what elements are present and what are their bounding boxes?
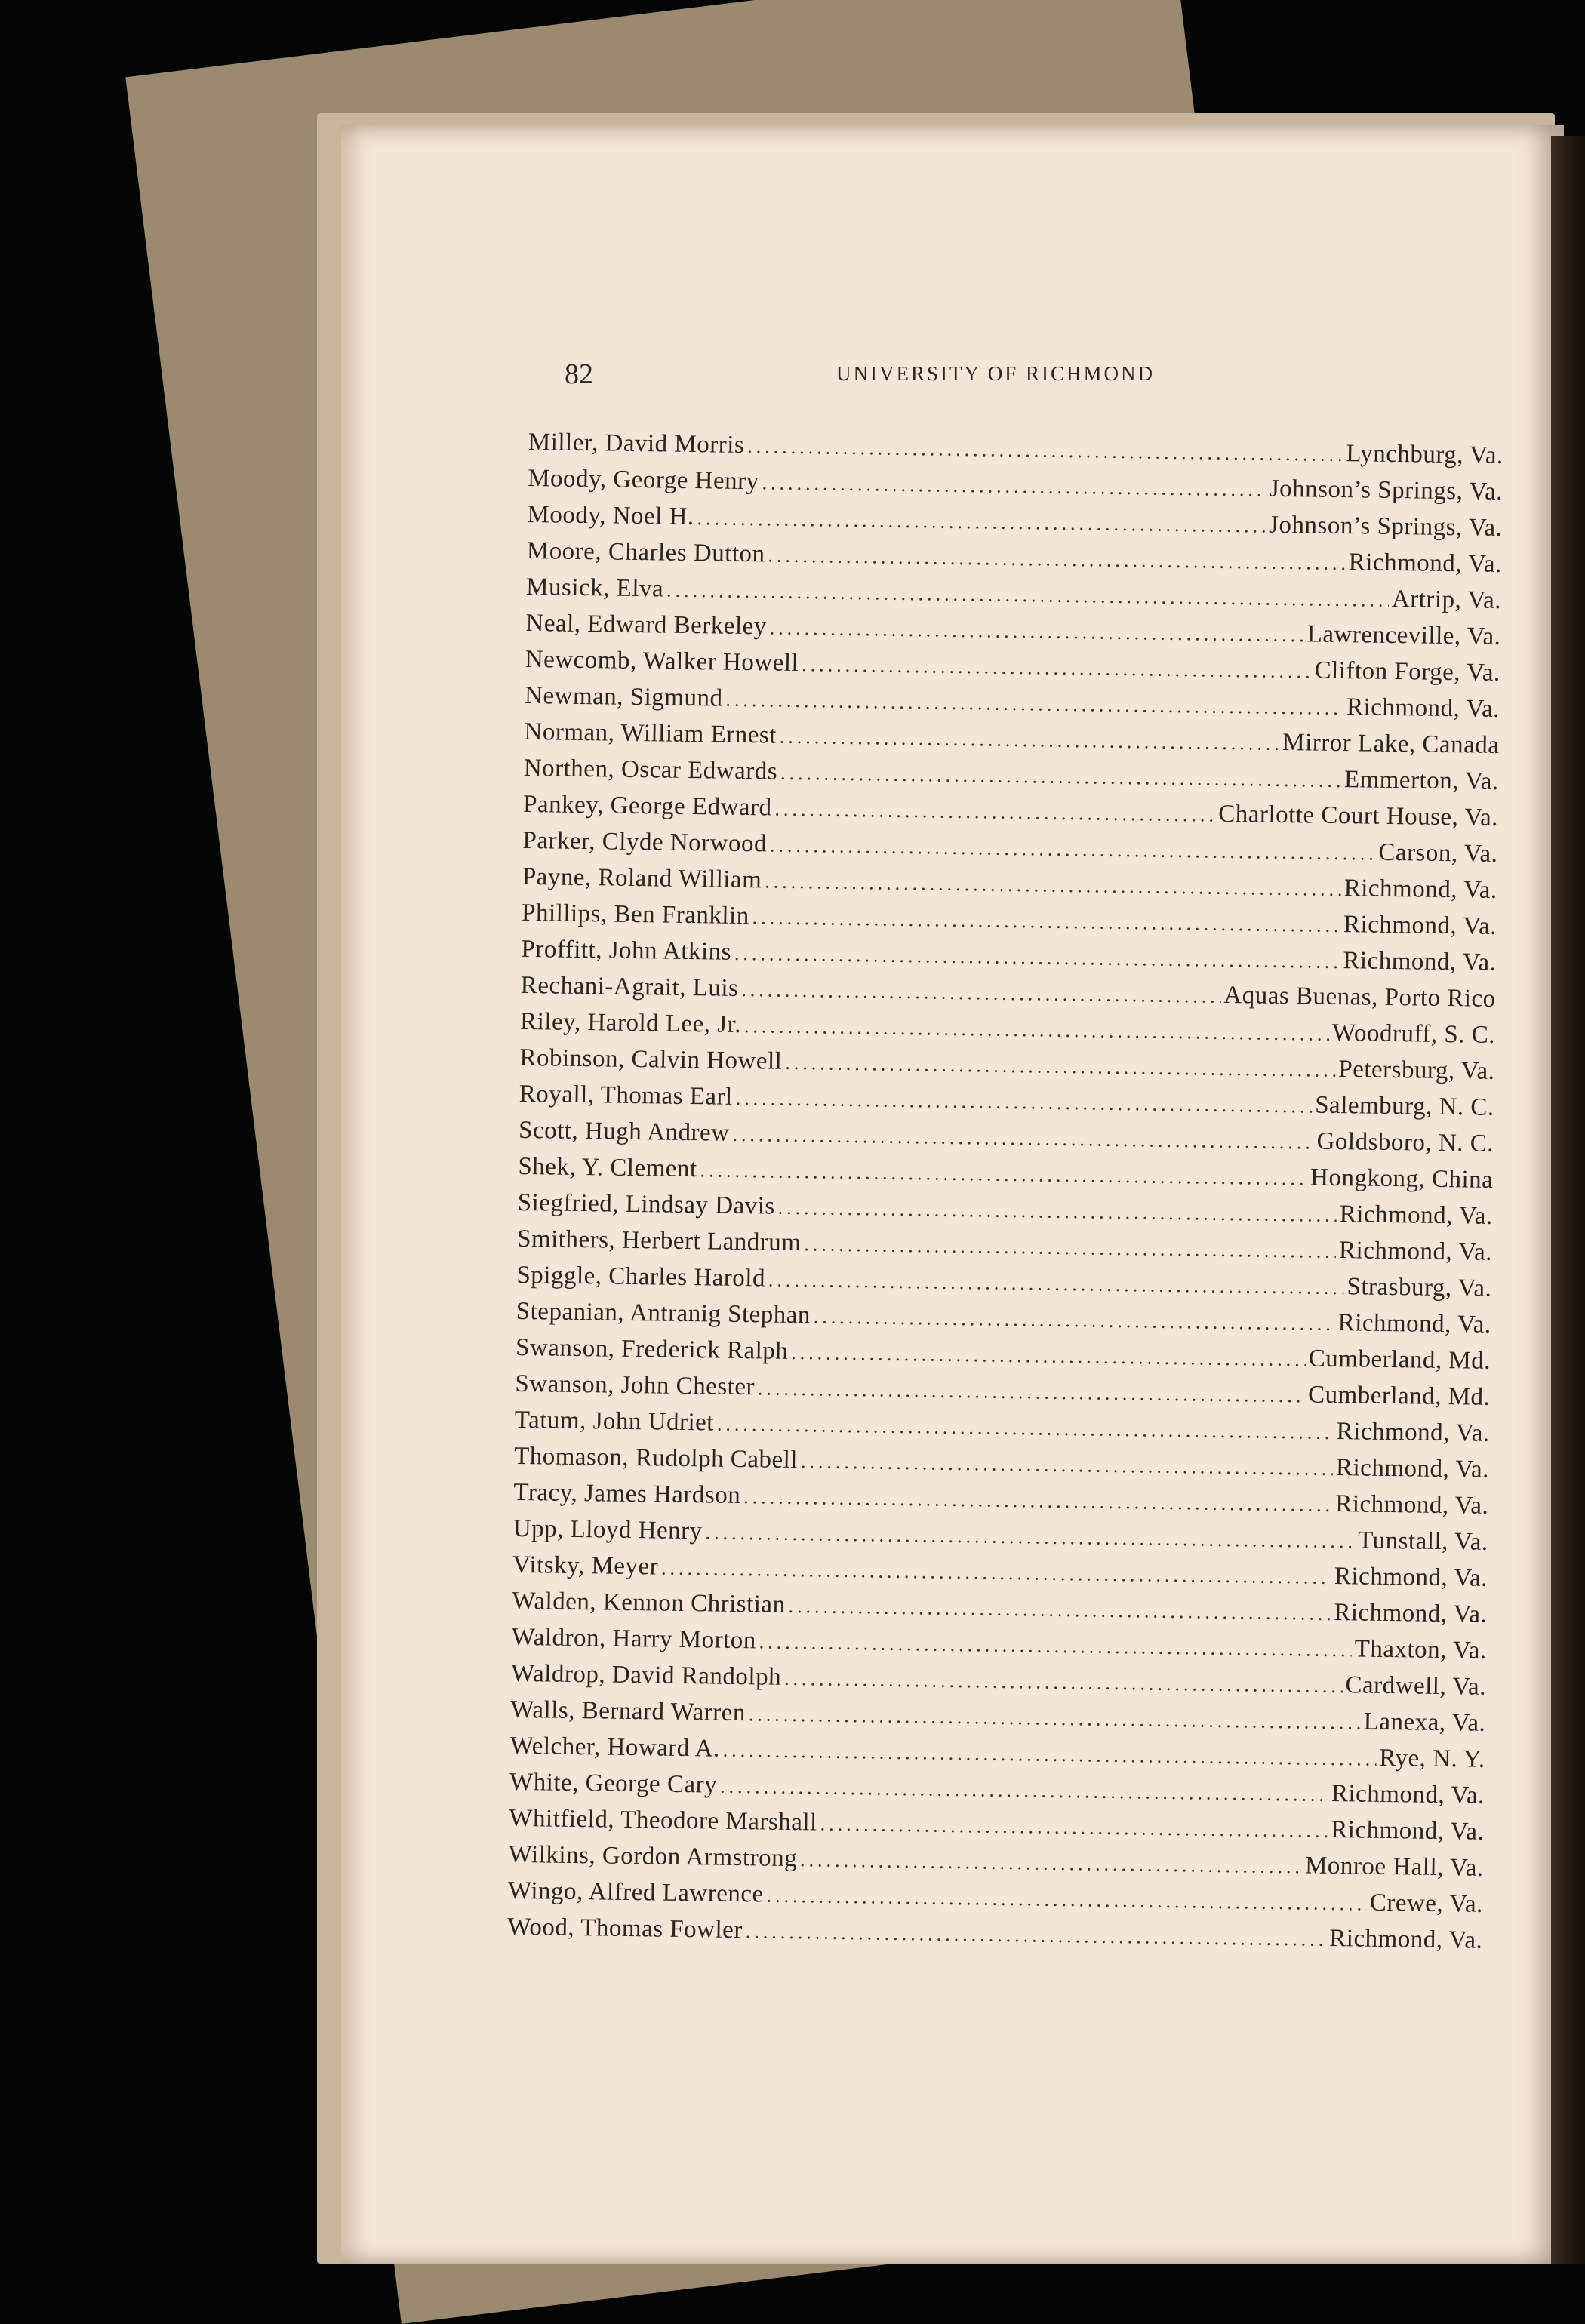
hometown: Richmond, Va. (1348, 549, 1502, 578)
student-name: Musick, Elva (525, 573, 664, 603)
hometown: Salemburg, N. C. (1314, 1091, 1494, 1121)
hometown: Charlotte Court House, Va. (1218, 800, 1499, 832)
student-name: Norman, William Ernest (524, 718, 777, 749)
dot-leader (791, 1342, 1306, 1372)
dot-leader (800, 1849, 1302, 1878)
dot-leader (700, 1159, 1307, 1190)
hometown: Johnson’s Springs, Va. (1269, 475, 1503, 506)
dot-leader (741, 979, 1220, 1008)
dot-leader (752, 906, 1341, 937)
hometown: Richmond, Va. (1343, 875, 1497, 904)
dot-leader (749, 1703, 1361, 1734)
student-name: Phillips, Ben Franklin (521, 899, 749, 930)
student-name: Whitfield, Theodore Marshall (509, 1804, 817, 1837)
hometown: Richmond, Va. (1336, 1418, 1490, 1447)
hometown: Richmond, Va. (1335, 1490, 1489, 1520)
page-header (565, 358, 1493, 395)
dot-leader (697, 507, 1266, 538)
dot-leader (717, 1413, 1334, 1444)
hometown: Richmond, Va. (1331, 1779, 1485, 1809)
student-name: Walden, Kennon Christian (512, 1587, 786, 1618)
student-name: Payne, Roland William (522, 862, 762, 894)
student-name: Moore, Charles Dutton (526, 536, 765, 568)
hometown: Lawrenceville, Va. (1306, 620, 1501, 650)
student-name: Thomason, Rudolph Cabell (513, 1442, 799, 1474)
dot-leader (725, 689, 1343, 720)
student-name: Moody, Noel H. (527, 500, 694, 531)
hometown: Thaxton, Va. (1354, 1635, 1487, 1665)
hometown: Cardwell, Va. (1345, 1671, 1487, 1701)
dot-leader (735, 1087, 1312, 1118)
student-name: Neal, Edward Berkeley (525, 609, 768, 641)
student-name: Waldron, Harry Morton (511, 1623, 757, 1655)
hometown: Richmond, Va. (1343, 947, 1497, 976)
dot-leader (732, 1124, 1314, 1154)
dot-leader (661, 1557, 1331, 1589)
dot-leader (766, 1885, 1367, 1916)
student-name: Tatum, John Udriet (514, 1406, 715, 1437)
dot-leader (780, 762, 1341, 792)
dot-leader (785, 1052, 1335, 1082)
dot-leader (801, 1450, 1333, 1480)
hometown: Hongkong, China (1310, 1164, 1494, 1194)
hometown: Carson, Va. (1378, 838, 1498, 868)
hometown: Richmond, Va. (1338, 1237, 1493, 1266)
student-name: Smithers, Herbert Landrum (516, 1225, 802, 1257)
student-name: Miller, David Morris (528, 428, 745, 459)
hometown: Richmond, Va. (1339, 1200, 1493, 1230)
hometown: Johnson’s Springs, Va. (1268, 511, 1503, 542)
student-name: Proffitt, John Atkins (521, 935, 732, 966)
dot-leader (770, 834, 1376, 865)
dot-leader (774, 798, 1215, 827)
student-name: Newcomb, Walker Howell (525, 645, 799, 677)
dot-leader (765, 870, 1341, 901)
dot-leader (768, 544, 1346, 575)
student-name: Swanson, Frederick Ralph (515, 1333, 789, 1365)
hometown: Richmond, Va. (1334, 1563, 1488, 1592)
student-listing (507, 429, 1503, 1963)
hometown: Richmond, Va. (1346, 693, 1500, 723)
hometown: Mirror Lake, Canada (1282, 728, 1500, 759)
hometown: Richmond, Va. (1329, 1924, 1483, 1954)
dot-leader (768, 1269, 1344, 1300)
student-name: Parker, Clyde Norwood (522, 826, 768, 858)
student-name: Tracy, James Hardson (513, 1478, 741, 1510)
dot-leader (804, 1233, 1336, 1263)
student-name: Rechani-Agrait, Luis (520, 971, 739, 1002)
student-name: Swanson, John Chester (515, 1370, 756, 1401)
hometown: Woodruff, S. C. (1331, 1019, 1496, 1049)
running-head: UNIVERSITY OF RICHMOND (836, 362, 1156, 385)
dot-leader (780, 726, 1280, 755)
hometown: Richmond, Va. (1337, 1309, 1491, 1339)
hometown: Lynchburg, Va. (1346, 440, 1503, 469)
dot-leader (814, 1305, 1335, 1336)
student-name: Waldrop, David Randolph (510, 1659, 782, 1691)
hometown: Aquas Buenas, Porto Rico (1223, 981, 1496, 1013)
student-name: Royall, Thomas Earl (519, 1080, 733, 1111)
dot-leader (788, 1595, 1331, 1625)
dot-leader (784, 1668, 1343, 1698)
spine-shadow (1551, 136, 1585, 2264)
student-name: Welcher, Howard A. (509, 1732, 721, 1763)
hometown: Clifton Forge, Va. (1314, 656, 1500, 687)
hometown: Artrip, Va. (1391, 585, 1502, 614)
dot-leader (720, 1775, 1328, 1806)
dot-leader (744, 1015, 1329, 1046)
dot-leader (666, 579, 1389, 612)
dot-leader (770, 616, 1304, 647)
hometown: Petersburg, Va. (1338, 1056, 1495, 1085)
dot-leader (743, 1486, 1332, 1517)
dot-leader (759, 1631, 1352, 1662)
hometown: Richmond, Va. (1334, 1599, 1488, 1628)
student-name: Spiggle, Charles Harold (516, 1261, 766, 1293)
student-name: Upp, Lloyd Henry (512, 1514, 703, 1545)
hometown: Richmond, Va. (1331, 1815, 1485, 1846)
student-name: Northen, Oscar Edwards (523, 754, 778, 785)
hometown: Rye, N. Y. (1379, 1744, 1485, 1773)
student-name: Robinson, Calvin Howell (519, 1044, 783, 1075)
hometown: Cumberland, Md. (1307, 1381, 1491, 1411)
dot-leader (723, 1739, 1377, 1771)
student-name: Riley, Harold Lee, Jr. (519, 1007, 742, 1038)
hometown: Emmerton, Va. (1343, 766, 1499, 795)
student-name: Siegfried, Lindsay Davis (517, 1188, 776, 1220)
hometown: Tunstall, Va. (1357, 1526, 1488, 1556)
dot-leader (820, 1813, 1328, 1843)
hometown: Strasburg, Va. (1346, 1273, 1492, 1302)
student-name: Wingo, Alfred Lawrence (507, 1877, 764, 1908)
dot-leader (802, 653, 1312, 683)
hometown: Monroe Hall, Va. (1304, 1852, 1484, 1882)
student-name: Vitsky, Meyer (512, 1551, 659, 1581)
student-name: Moody, George Henry (527, 464, 759, 496)
dot-leader (734, 942, 1340, 973)
hometown: Cumberland, Md. (1308, 1345, 1491, 1375)
dot-leader (747, 435, 1343, 466)
page-number: 82 (565, 358, 593, 390)
student-name: Stepanian, Antranig Stephan (516, 1297, 811, 1330)
student-name: Scott, Hugh Andrew (518, 1116, 730, 1147)
dot-leader (762, 472, 1266, 501)
hometown: Goldsboro, N. C. (1316, 1127, 1494, 1157)
student-name: Shek, Y. Clement (518, 1152, 697, 1183)
student-name: Newman, Sigmund (524, 681, 723, 712)
dot-leader (705, 1521, 1355, 1553)
student-name: Walls, Bernard Warren (510, 1695, 746, 1727)
hometown: Crewe, Va. (1369, 1889, 1484, 1918)
hometown: Richmond, Va. (1343, 911, 1497, 940)
dot-leader (758, 1377, 1306, 1407)
dot-leader (746, 1920, 1327, 1951)
student-name: Pankey, George Edward (522, 790, 772, 822)
student-name: White, George Cary (509, 1768, 718, 1799)
hometown: Richmond, Va. (1335, 1454, 1490, 1483)
student-name: Wilkins, Gordon Armstrong (508, 1840, 798, 1873)
hometown: Lanexa, Va. (1363, 1708, 1486, 1737)
student-name: Wood, Thomas Fowler (507, 1913, 743, 1944)
dot-leader (778, 1197, 1337, 1227)
